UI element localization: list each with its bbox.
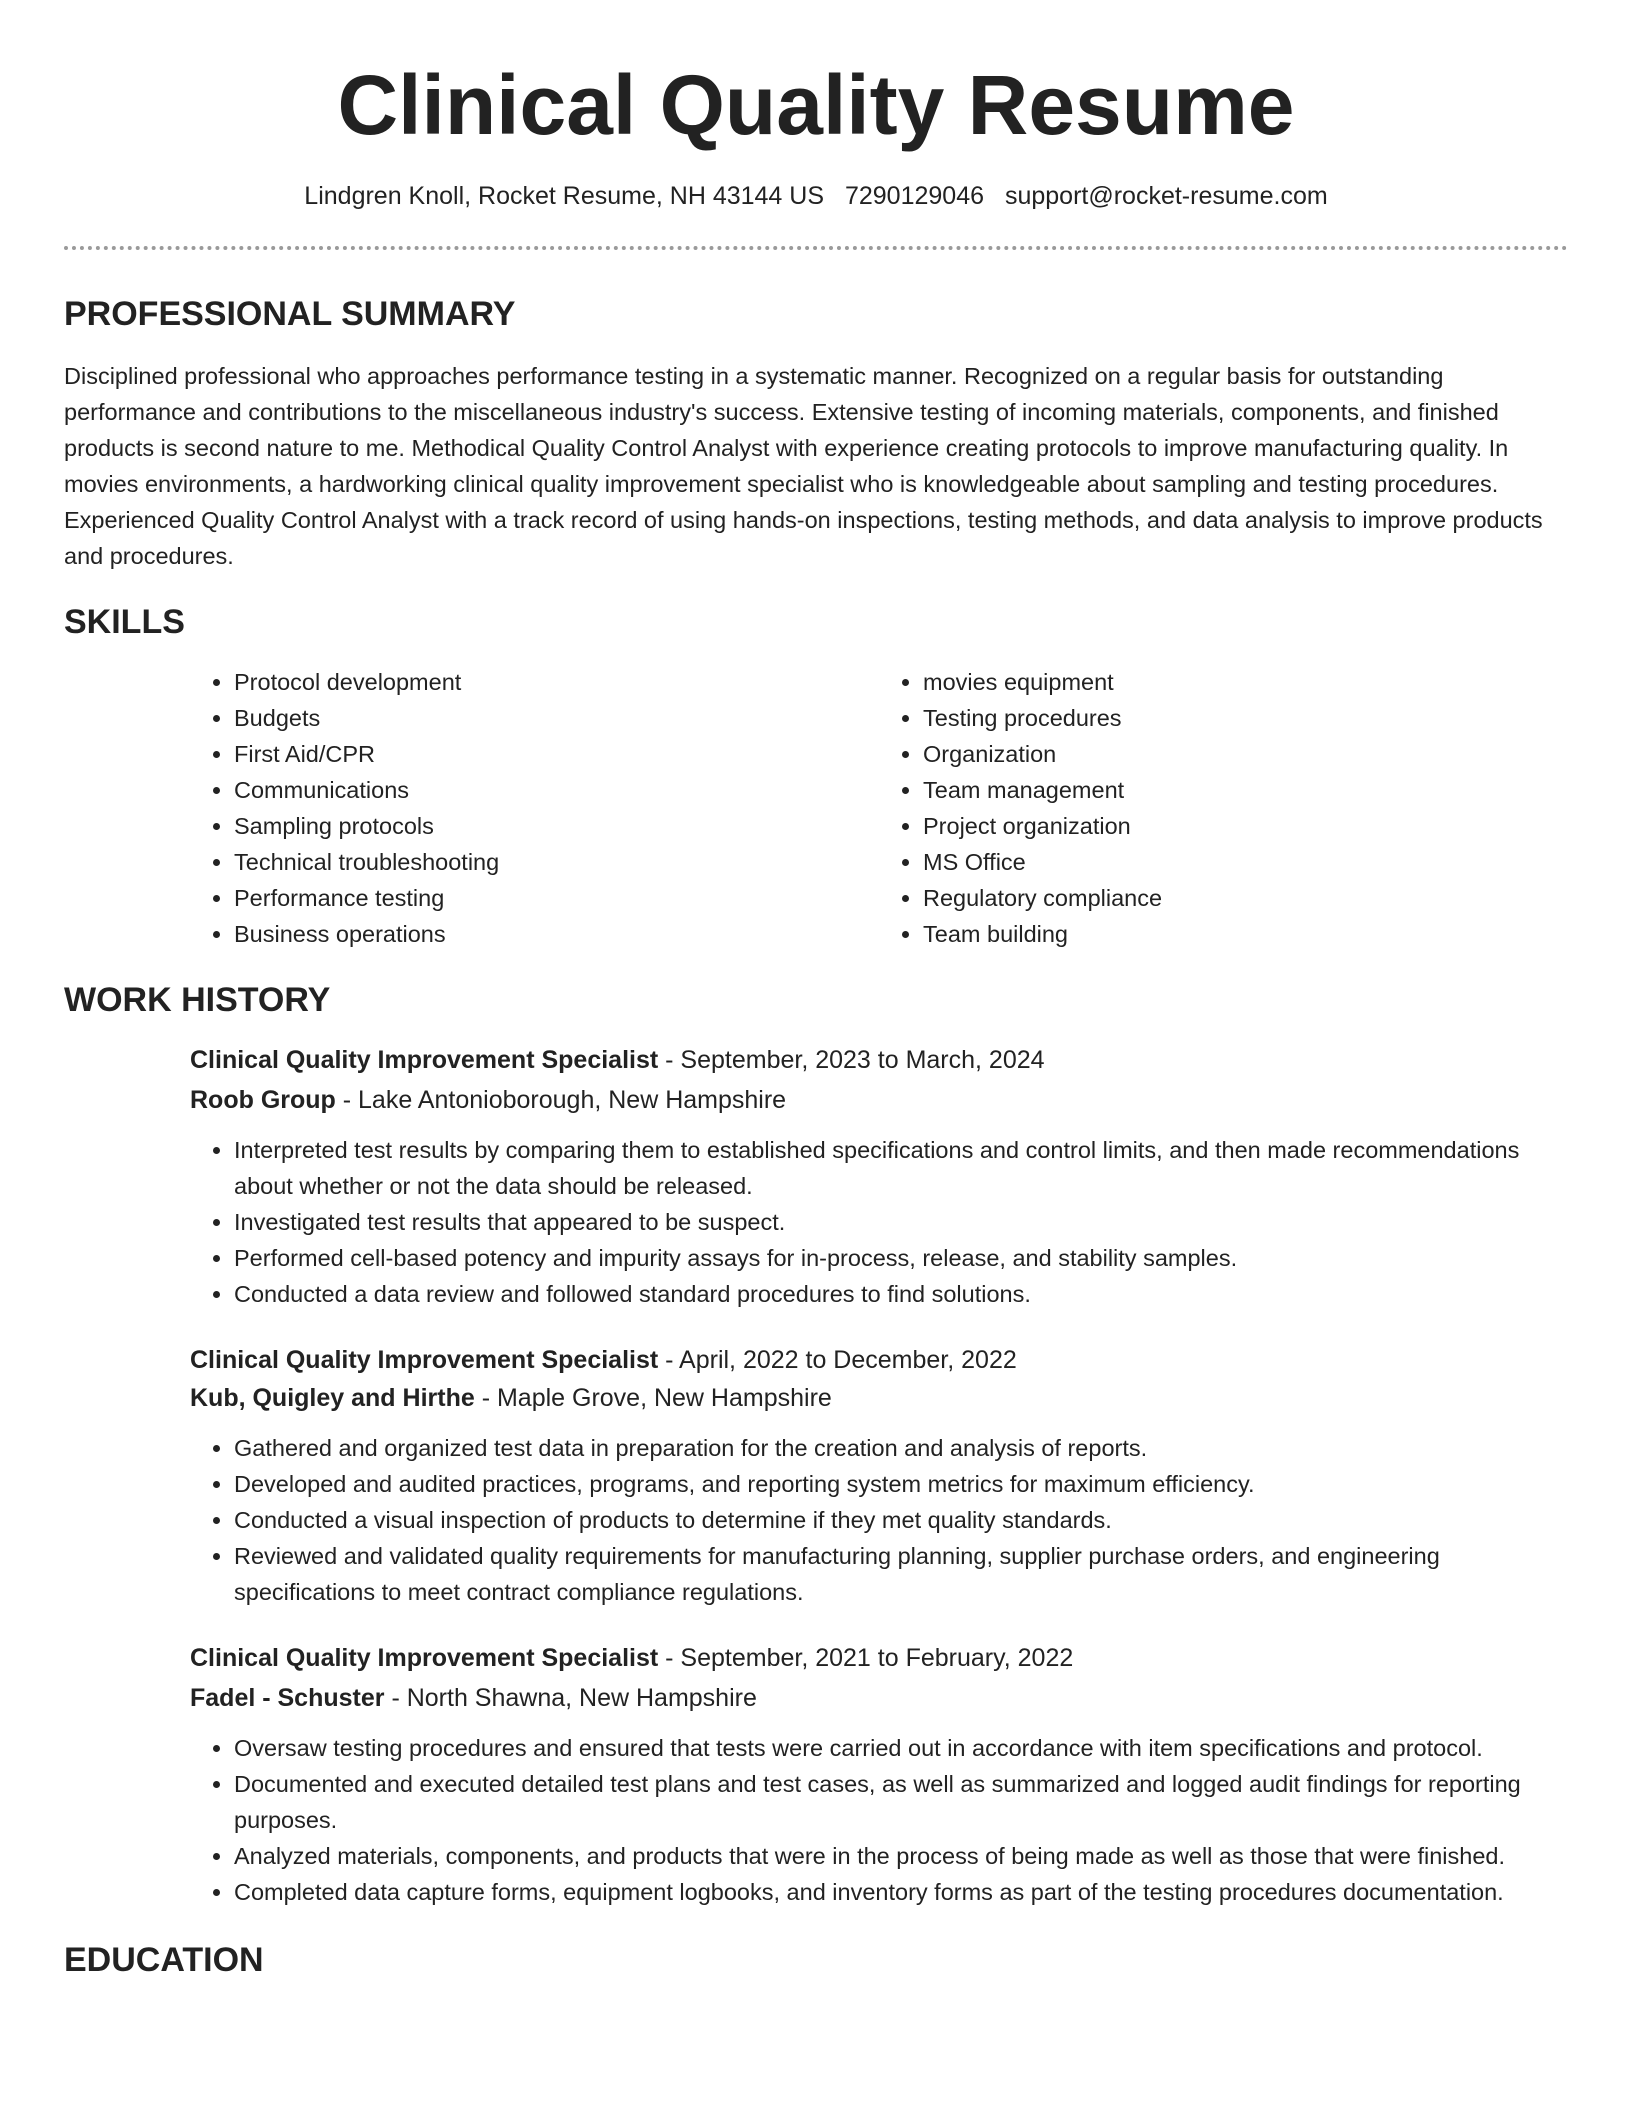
job-company-line bbox=[190, 1380, 1568, 1416]
contact-address: Lindgren Knoll, Rocket Resume, NH 43144 US bbox=[304, 182, 825, 210]
contact-phone: 7290129046 bbox=[844, 182, 985, 210]
skill-item: • Performance testing bbox=[234, 880, 879, 916]
skill-item: • Regulatory compliance bbox=[923, 880, 1568, 916]
job-bullet: • Investigated test results that appeared to be suspect. bbox=[234, 1204, 1568, 1240]
skills-heading: SKILLS bbox=[64, 603, 185, 641]
job-title-line bbox=[190, 1042, 1568, 1078]
job-bullets bbox=[190, 1730, 1568, 1910]
skills-list bbox=[190, 664, 1568, 952]
job-title: Clinical Quality Improvement Specialist bbox=[190, 1644, 659, 1672]
job-bullet: • Developed and audited practices, programs, and reporting system metrics for maximum efficiency. bbox=[234, 1466, 1568, 1502]
skill-item: • Testing procedures bbox=[923, 700, 1568, 736]
job-bullet: • Performed cell-based potency and impurity assays for in-process, release, and stability samples. bbox=[234, 1240, 1568, 1276]
job-company-line bbox=[190, 1680, 1568, 1716]
skill-item: • Organization bbox=[923, 736, 1568, 772]
work-history bbox=[190, 1042, 1568, 1910]
job-location: - North Shawna, New Hampshire bbox=[384, 1684, 757, 1712]
job-entry bbox=[190, 1342, 1568, 1610]
job-company-line bbox=[190, 1082, 1568, 1118]
skill-item: • Team management bbox=[923, 772, 1568, 808]
work-heading: WORK HISTORY bbox=[64, 981, 331, 1019]
job-location: - Maple Grove, New Hampshire bbox=[474, 1384, 832, 1412]
job-bullets bbox=[190, 1132, 1568, 1312]
skill-item: • First Aid/CPR bbox=[234, 736, 879, 772]
job-bullet: • Completed data capture forms, equipment logbooks, and inventory forms as part of the testing procedures documentation. bbox=[234, 1874, 1568, 1910]
job-dates: - April, 2022 to December, 2022 bbox=[658, 1346, 1017, 1374]
skills-column-right bbox=[879, 664, 1568, 952]
job-entry bbox=[190, 1640, 1568, 1910]
skill-item: • Protocol development bbox=[234, 664, 879, 700]
contact-email: support@rocket-resume.com bbox=[1004, 182, 1328, 210]
skill-item: • Technical troubleshooting bbox=[234, 844, 879, 880]
job-dates: - September, 2021 to February, 2022 bbox=[658, 1644, 1074, 1672]
job-location: - Lake Antonioborough, New Hampshire bbox=[335, 1086, 787, 1114]
job-company: Fadel - Schuster bbox=[190, 1684, 385, 1712]
skill-item: • Business operations bbox=[234, 916, 879, 952]
job-bullet: • Gathered and organized test data in preparation for the creation and analysis of reports. bbox=[234, 1430, 1568, 1466]
job-bullet: • Documented and executed detailed test plans and test cases, as well as summarized and logged audit findings for reporting purposes. bbox=[234, 1766, 1568, 1838]
contact-line bbox=[64, 180, 1568, 212]
job-title: Clinical Quality Improvement Specialist bbox=[190, 1046, 659, 1074]
skill-item: • Project organization bbox=[923, 808, 1568, 844]
job-title-line bbox=[190, 1342, 1568, 1378]
skill-item: • Budgets bbox=[234, 700, 879, 736]
header-divider bbox=[64, 246, 1568, 250]
skills-column-left bbox=[190, 664, 879, 952]
education-heading: EDUCATION bbox=[64, 1941, 264, 1979]
job-bullet: • Interpreted test results by comparing them to established specifications and control limits, and then made recommendations about whether or not the data should be released. bbox=[234, 1132, 1568, 1204]
skill-item: • movies equipment bbox=[923, 664, 1568, 700]
job-bullets bbox=[190, 1430, 1568, 1610]
job-bullet: • Analyzed materials, components, and products that were in the process of being made as well as those that were finished. bbox=[234, 1838, 1568, 1874]
skill-item: • MS Office bbox=[923, 844, 1568, 880]
skill-item: • Communications bbox=[234, 772, 879, 808]
job-title-line bbox=[190, 1640, 1568, 1676]
job-company: Roob Group bbox=[190, 1086, 336, 1114]
job-entry bbox=[190, 1042, 1568, 1312]
job-title: Clinical Quality Improvement Specialist bbox=[190, 1346, 659, 1374]
job-company: Kub, Quigley and Hirthe bbox=[190, 1384, 475, 1412]
resume-title: Clinical Quality Resume bbox=[337, 58, 1295, 152]
summary-heading: PROFESSIONAL SUMMARY bbox=[64, 295, 516, 333]
skill-item: • Sampling protocols bbox=[234, 808, 879, 844]
summary-text: Disciplined professional who approaches performance testing in a systematic manner. Recognized on a regular basis for outstanding performance and contributions to the miscellaneous industry's success. Extensive testing of incoming materials, components, and finished products is second nature to me. Methodical Quality Control Analyst with experience creating protocols to improve manufacturing quality. In movies environments, a hardworking clinical quality improvement specialist who is knowledgeable about sampling and testing procedures. Experienced Quality Control Analyst with a track record of using hands-on inspections, testing methods, and data analysis to improve products and procedures. bbox=[64, 363, 1543, 569]
job-dates: - September, 2023 to March, 2024 bbox=[658, 1046, 1045, 1074]
job-bullet: • Reviewed and validated quality requirements for manufacturing planning, supplier purchase orders, and engineering specifications to meet contract compliance regulations. bbox=[234, 1538, 1568, 1610]
job-bullet: • Conducted a visual inspection of products to determine if they met quality standards. bbox=[234, 1502, 1568, 1538]
skill-item: • Team building bbox=[923, 916, 1568, 952]
job-bullet: • Conducted a data review and followed standard procedures to find solutions. bbox=[234, 1276, 1568, 1312]
job-bullet: • Oversaw testing procedures and ensured that tests were carried out in accordance with item specifications and protocol. bbox=[234, 1730, 1568, 1766]
